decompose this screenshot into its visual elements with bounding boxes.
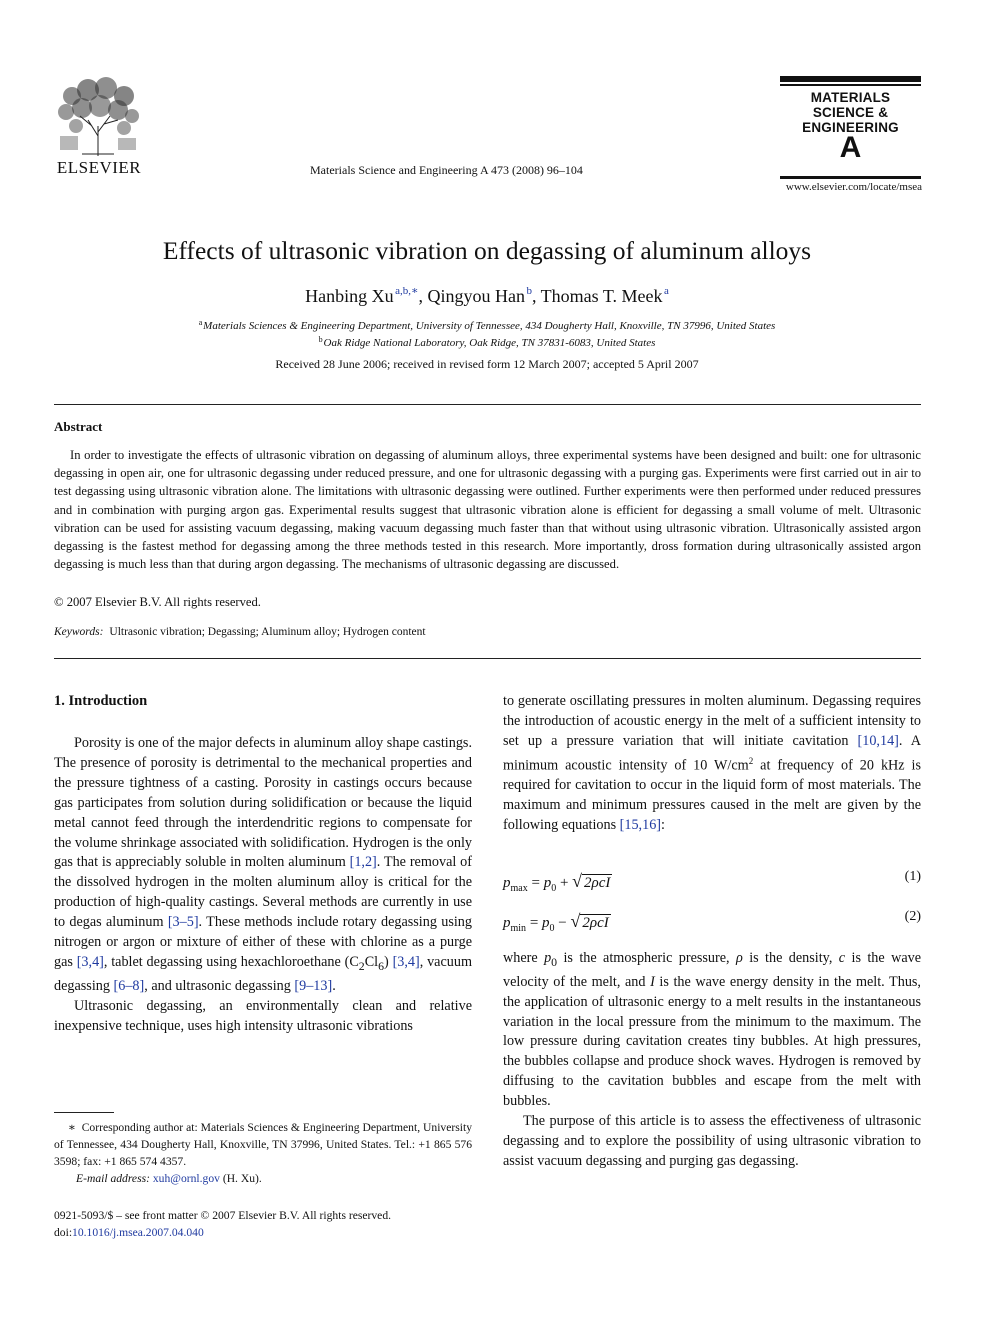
paragraph: to generate oscillating pressures in molten aluminum. Degassing requires the introduction of acoustic energy in the melt of a sufficient intensity to set up a pressure variation that will initiate cavitation [10,14]. A minimum acoustic intensity of 10 $W/cm^2$ at frequency of 20 kHz is required for cavitation to occur in the liquid form of most materials. The maximum and minimum pressures caused in the melt are given by the following equations [15,16]: — [503, 693, 921, 834]
footnote-text: Corresponding author at: Materials Sciences & Engineering Department, University of Tennessee, 434 Dougherty Hall, Knoxville, TN 37996, United States. Tel.: +1 865 576 3598; fax: +1 865 574 4357. — [54, 1121, 472, 1168]
citation-link[interactable]: [1,2] — [349, 854, 377, 871]
journal-logo-rule — [780, 76, 921, 82]
received-dates: Received 28 June 2006; received in revised form 12 March 2007; accepted 5 April 2007 — [275, 357, 699, 371]
journal-logo — [780, 90, 921, 135]
citation-link[interactable]: [3,4] — [392, 953, 420, 970]
issn-line: 0921-5093/$ – see front matter © 2007 Elsevier B.V. All rights reserved. — [54, 1209, 392, 1222]
affiliation — [52, 335, 922, 349]
email-link[interactable]: xuh@ornl.gov — [152, 1172, 220, 1185]
footnote-rule — [54, 1112, 114, 1113]
citation-link[interactable]: [3–5] — [167, 914, 199, 931]
equation-2: $p_{min}$ = $p_0$ − √ 2ρcI (2) — [503, 909, 921, 934]
citation-link[interactable]: [15,16] — [619, 817, 662, 834]
author-affiliation-marks[interactable]: b — [526, 285, 532, 297]
affiliation — [52, 318, 922, 332]
author-list: Hanbing Xu $^{a,b,∗}$, Qingyou Han $^b$, Thomas T. Meek $^a$ — [305, 285, 669, 306]
footnote-mark: ∗ — [68, 1121, 76, 1134]
doi-link[interactable]: 10.1016/j.msea.2007.04.040 — [72, 1226, 204, 1239]
journal-logo-letter: A — [839, 131, 862, 164]
author-affiliation-marks[interactable]: a — [664, 285, 669, 297]
paragraph: Porosity is one of the major defects in aluminum alloy shape castings. The presence of porosity is detrimental to the mechanical properties and the pressure tightness of a casting. Porosity in castings occurs because gas participates from solution during solidification or because the liquid metal cannot feed through the interdendritic regions to compensate for the volume shrinkage associated with solidification. Hydrogen is the only gas that is appreciably soluble in molten aluminum [1,2]. The removal of the dissolved hydrogen in the molten aluminum alloy is critical for the production of high-quality castings. Several methods are currently in use to degas aluminum [3–5]. These methods include rotary degassing using nitrogen or argon or mixture of either of these with chlorine as a purge gas [3,4], tablet degassing using hexachloroethane $(C_2Cl_6)$ [3,4], vacuum degassing [6–8], and ultrasonic degassing [9–13]. — [54, 735, 472, 994]
author-name[interactable]: Thomas T. Meek — [540, 286, 663, 306]
journal-logo-line: SCIENCE & — [812, 105, 889, 120]
affiliation-mark: a — [198, 318, 203, 327]
citation-link[interactable]: [6–8] — [113, 977, 145, 994]
journal-logo-rule — [780, 84, 921, 86]
section-heading: 1. Introduction — [54, 693, 148, 709]
right-column-lower — [503, 949, 921, 1172]
journal-logo-line: ENGINEERING — [802, 120, 899, 135]
author-affiliation-marks[interactable]: a,b,∗ — [395, 285, 419, 297]
keywords-label: Keywords: — [54, 626, 104, 638]
right-column — [503, 692, 921, 836]
affiliation-text: Materials Sciences & Engineering Department, University of Tennessee, 434 Dougherty Hall, Knoxville, TN 37996, United States — [203, 320, 776, 332]
email-label: E-mail address: — [76, 1172, 150, 1185]
left-column — [54, 734, 472, 1036]
tree-icon — [52, 76, 144, 158]
divider — [54, 658, 921, 659]
affiliation-text: Oak Ridge National Laboratory, Oak Ridge, TN 37831-6083, United States — [323, 337, 656, 349]
affiliation-mark: b — [318, 335, 323, 344]
front-matter: 0921-5093/$ – see front matter © 2007 Elsevier B.V. All rights reserved. doi:10.1016/j.msea.2007.04.040 — [54, 1209, 392, 1239]
equation-number: (2) — [904, 909, 921, 924]
divider — [54, 404, 921, 405]
citation-link[interactable]: [3,4] — [76, 953, 104, 970]
author-name[interactable]: Hanbing Xu — [305, 286, 394, 306]
paragraph: The purpose of this article is to assess the effectiveness of ultrasonic degassing and to explore the possibility of using ultrasonic vibration to assist vacuum degassing and purging gas degassing. — [503, 1113, 921, 1169]
abstract-heading: Abstract — [54, 419, 103, 434]
journal-logo-line: MATERIALS — [810, 90, 891, 105]
abstract-copyright: © 2007 Elsevier B.V. All rights reserved. — [54, 595, 261, 609]
equation-number: (1) — [904, 869, 921, 884]
equation-1: $p_{max}$ = $p_0$ + √ 2ρcI (1) — [503, 869, 921, 894]
abstract-text: In order to investigate the effects of ultrasonic vibration on degassing of aluminum alloys, three experimental systems have been designed and built: one for ultrasonic degassing in open air, one for ultrasonic degassing under reduced pressure, and one for ultrasonic degassing with a purging gas. Experiments were first carried out in air to test degassing using ultrasonic vibration alone. The limitations with ultrasonic degassing were outlined. Further experiments were then performed under reduced pressures and in combination with purging argon gas. Experimental results suggest that ultrasonic vibration alone is efficient for degassing a small volume of melt. Ultrasonic vibration can be used for assisting vacuum degassing, making vacuum degassing much faster than that without using ultrasonic vibration. Ultrasonically assisted argon degassing is the fastest method for degassing among the three methods tested in this research. More importantly, dross formation during ultrasonically assisted argon degassing is much less than that during argon degassing. The mechanisms of ultrasonic degassing are discussed. — [54, 448, 921, 572]
paragraph: Ultrasonic degassing, an environmentally clean and relative inexpensive technique, uses high intensity ultrasonic vibrations — [54, 997, 472, 1034]
citation-link[interactable]: [10,14] — [857, 732, 899, 749]
article-title: Effects of ultrasonic vibration on degassing of aluminum alloys — [162, 236, 812, 265]
publisher-name: ELSEVIER — [56, 158, 142, 177]
journal-citation: Materials Science and Engineering A 473 (2008) 96–104 — [310, 163, 583, 177]
keywords — [54, 626, 426, 638]
footnote: ∗ Corresponding author at: Materials Sciences & Engineering Department, University of Tennessee, 434 Dougherty Hall, Knoxville, TN 37996, United States. Tel.: +1 865 576 3598; fax: +1 865 574 4357. E-mail address: xuh@ornl.gov (H. Xu). — [54, 1121, 472, 1185]
author-name[interactable]: Qingyou Han — [427, 286, 525, 306]
keywords-list: Ultrasonic vibration; Degassing; Aluminum alloy; Hydrogen content — [109, 626, 426, 638]
journal-url[interactable]: www.elsevier.com/locate/msea — [785, 181, 922, 193]
citation-link[interactable]: [9–13] — [294, 977, 333, 994]
journal-logo-rule — [780, 176, 921, 179]
paragraph: where $p_0$ is the atmospheric pressure, ρ is the density, c is the wave velocity of the melt, and I is the wave energy density in the melt. Thus, the application of ultrasonic energy to a melt results in the instantaneous variation in the local pressure from the minimum to the maximum. The low pressure during cavitation creates tiny bubbles. At high pressures, the bubbles collapse and produce shock waves. Hydrogen is removed by diffusing to the cavitation bubbles and escape from the melt with bubbles. — [503, 950, 922, 1110]
